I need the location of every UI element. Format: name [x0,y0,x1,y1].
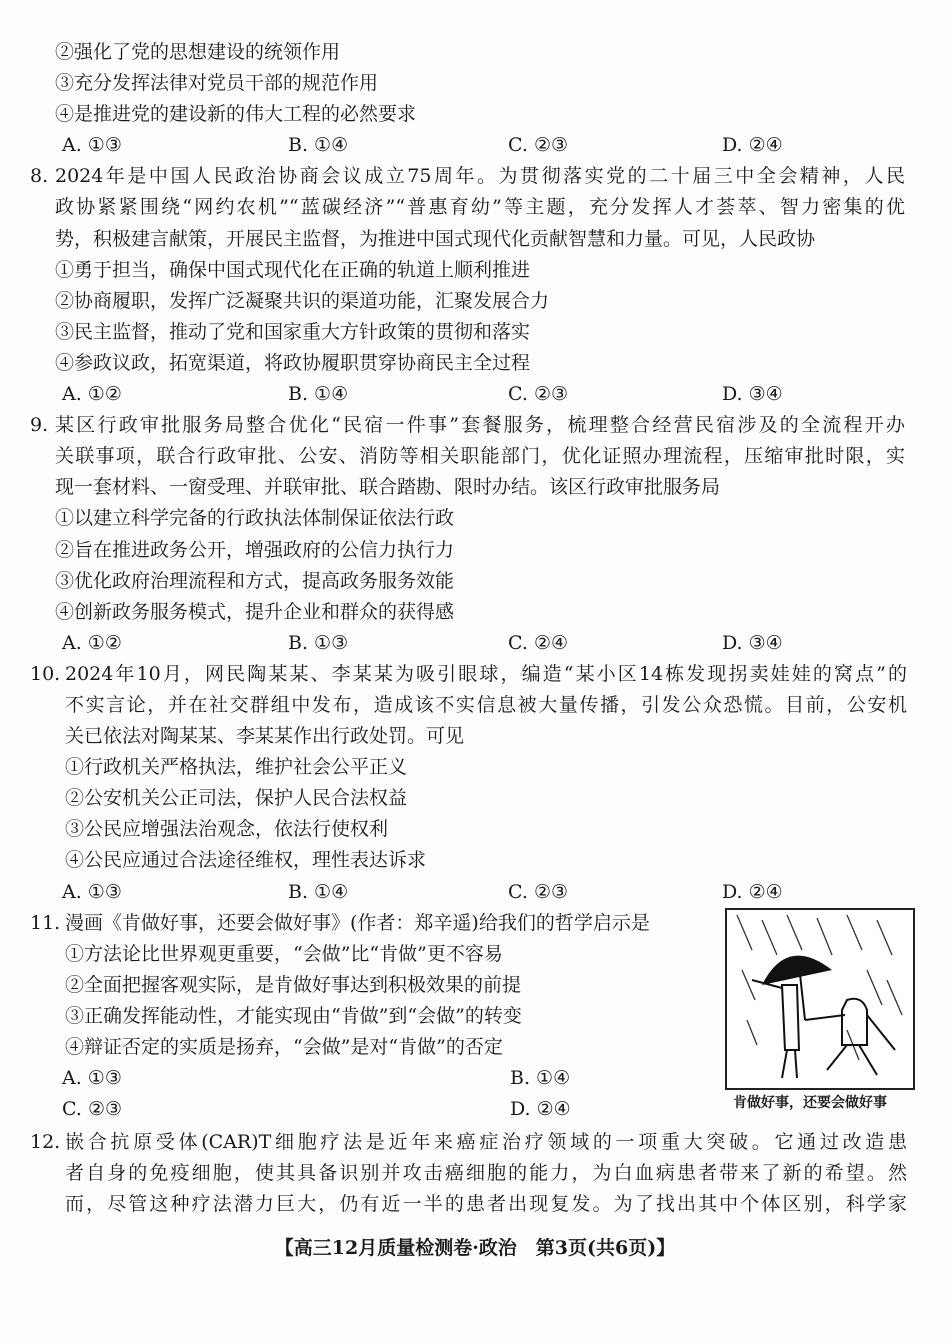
q8-item: ④参政议政，拓宽渠道，将政协履职贯穿协商民主全过程 [55,351,531,374]
choice-d: D. ③④ [722,383,783,406]
q9-stem-line [0,410,950,441]
question-number: 11. [30,911,61,934]
q10-choices [0,877,950,908]
choice-c: C. ②③ [508,134,569,157]
q11-item: ②全面把握客观实际，是肯做好事达到积极效果的前提 [65,973,522,996]
q8-stem-line [0,192,950,223]
choice-c: C. ②④ [508,631,569,654]
stem-text: 某区行政审批服务局整合优化“民宿一件事”套餐服务，梳理整合经营民宿涉及的全流程开办 [55,414,905,437]
q9-stem-line: 现一套材料、一窗受理、并联审批、联合踏勘、限时办结。该区行政审批服务局 [55,476,721,499]
q11-item: ③正确发挥能动性，才能实现由“肯做”到“会做”的转变 [65,1004,522,1027]
q9-item: ②旨在推进政务公开，增强政府的公信力执行力 [55,538,455,561]
q7-item-2: ②强化了党的思想建设的统领作用 [55,41,341,63]
q12-stem-line [0,1189,950,1220]
q7-item-3: ③充分发挥法律对党员干部的规范作用 [55,72,379,95]
choice-a: A. ①② [62,383,122,406]
q11-item: ④辩证否定的实质是扬弃，“会做”是对“肯做”的否定 [65,1036,503,1058]
cartoon-illustration [725,908,915,1090]
q7-choices [0,130,950,161]
q10-item: ④公民应通过合法途径维权，理性表达诉求 [65,849,427,872]
stem-text: 漫画《肯做好事，还要会做好事》(作者：郑辛遥)给我们的哲学启示是 [65,911,650,934]
choice-c: C. ②③ [508,880,569,903]
q12-stem-line [0,1158,950,1189]
choice-d: D. ②④ [510,1098,571,1121]
question-number: 9. [30,414,49,437]
choice-a: A. ①③ [62,880,122,903]
q9-item: ④创新政务服务模式，提升企业和群众的获得感 [55,600,455,623]
q8-choices [0,379,950,410]
q10-stem-line [0,690,950,721]
choice-c: C. ②③ [508,383,569,406]
choice-a: A. ①③ [62,134,122,157]
choice-d: D. ②④ [722,134,783,157]
stem-text: 2024年是中国人民政治协商会议成立75周年。为贯彻落实党的二十届三中全会精神，人民 [55,165,905,188]
page-footer: 【高三12月质量检测卷·政治 第3页(共6页)】 [274,1237,676,1259]
question-number: 10. [30,662,61,685]
question-number: 8. [30,165,49,188]
stem-text: 2024年10月，网民陶某某、李某某为吸引眼球，编造“某小区14栋发现拐卖娃娃的窝点”的 [65,662,907,685]
q9-item: ③优化政府治理流程和方式，提高政务服务效能 [55,569,455,592]
stem-text: 而，尽管这种疗法潜力巨大，仍有近一半的患者出现复发。为了找出其中个体区别，科学家 [65,1193,907,1216]
cartoon-caption: 肯做好事，还要会做好事 [733,1095,887,1111]
q10-stem-line [0,659,950,690]
stem-text: 嵌合抗原受体(CAR)T细胞疗法是近年来癌症治疗领域的一项重大突破。它通过改造患 [65,1131,907,1154]
q8-item: ②协商履职，发挥广泛凝聚共识的渠道功能，汇聚发展合力 [55,289,550,312]
stem-text: 者自身的免疫细胞，使其具备识别并攻击癌细胞的能力，为白血病患者带来了新的希望。然 [65,1162,907,1185]
question-number: 12. [30,1131,61,1154]
q10-item: ①行政机关严格执法，维护社会公平正义 [65,756,408,779]
choice-b: B. ①④ [510,1067,571,1090]
q8-stem-line [0,161,950,192]
q9-choices [0,628,950,659]
choice-b: B. ①④ [288,880,349,903]
choice-d: D. ②④ [722,880,783,903]
q8-stem-line: 势，积极建言献策，开展民主监督，为推进中国式现代化贡献智慧和力量。可见，人民政协 [55,227,816,250]
choice-c: C. ②③ [62,1098,123,1121]
choice-b: B. ①④ [288,134,349,157]
q9-stem-line [0,441,950,472]
q10-item: ②公安机关公正司法，保护人民合法权益 [65,787,408,810]
q8-item: ①勇于担当，确保中国式现代化在正确的轨道上顺利推进 [55,258,531,281]
q11-item: ①方法论比世界观更重要，“会做”比“肯做”更不容易 [65,942,503,965]
stem-text: 关联事项，联合行政审批、公安、消防等相关职能部门，优化证照办理流程，压缩审批时限，实 [55,445,905,468]
q12-stem-line [0,1127,950,1158]
q9-item: ①以建立科学完备的行政执法体制保证依法行政 [55,507,455,530]
choice-a: A. ①② [62,631,122,654]
stem-text: 不实言论，并在社交群组中发布，造成该不实信息被大量传播，引发公众恐慌。目前，公安机 [65,693,907,716]
q7-item-4: ④是推进党的建设新的伟大工程的必然要求 [55,103,417,126]
q10-item: ③公民应增强法治观念，依法行使权利 [65,818,389,841]
stem-text: 政协紧紧围绕“网约农机”“蓝碳经济”“普惠育幼”等主题，充分发挥人才荟萃、智力密集的优 [55,196,905,219]
q10-stem-line: 关已依法对陶某某、李某某作出行政处罚。可见 [65,725,465,748]
choice-b: B. ①④ [288,383,349,406]
choice-b: B. ①③ [288,631,349,654]
choice-d: D. ③④ [722,631,783,654]
q8-item: ③民主监督，推动了党和国家重大方针政策的贯彻和落实 [55,320,531,343]
choice-a: A. ①③ [62,1067,122,1090]
